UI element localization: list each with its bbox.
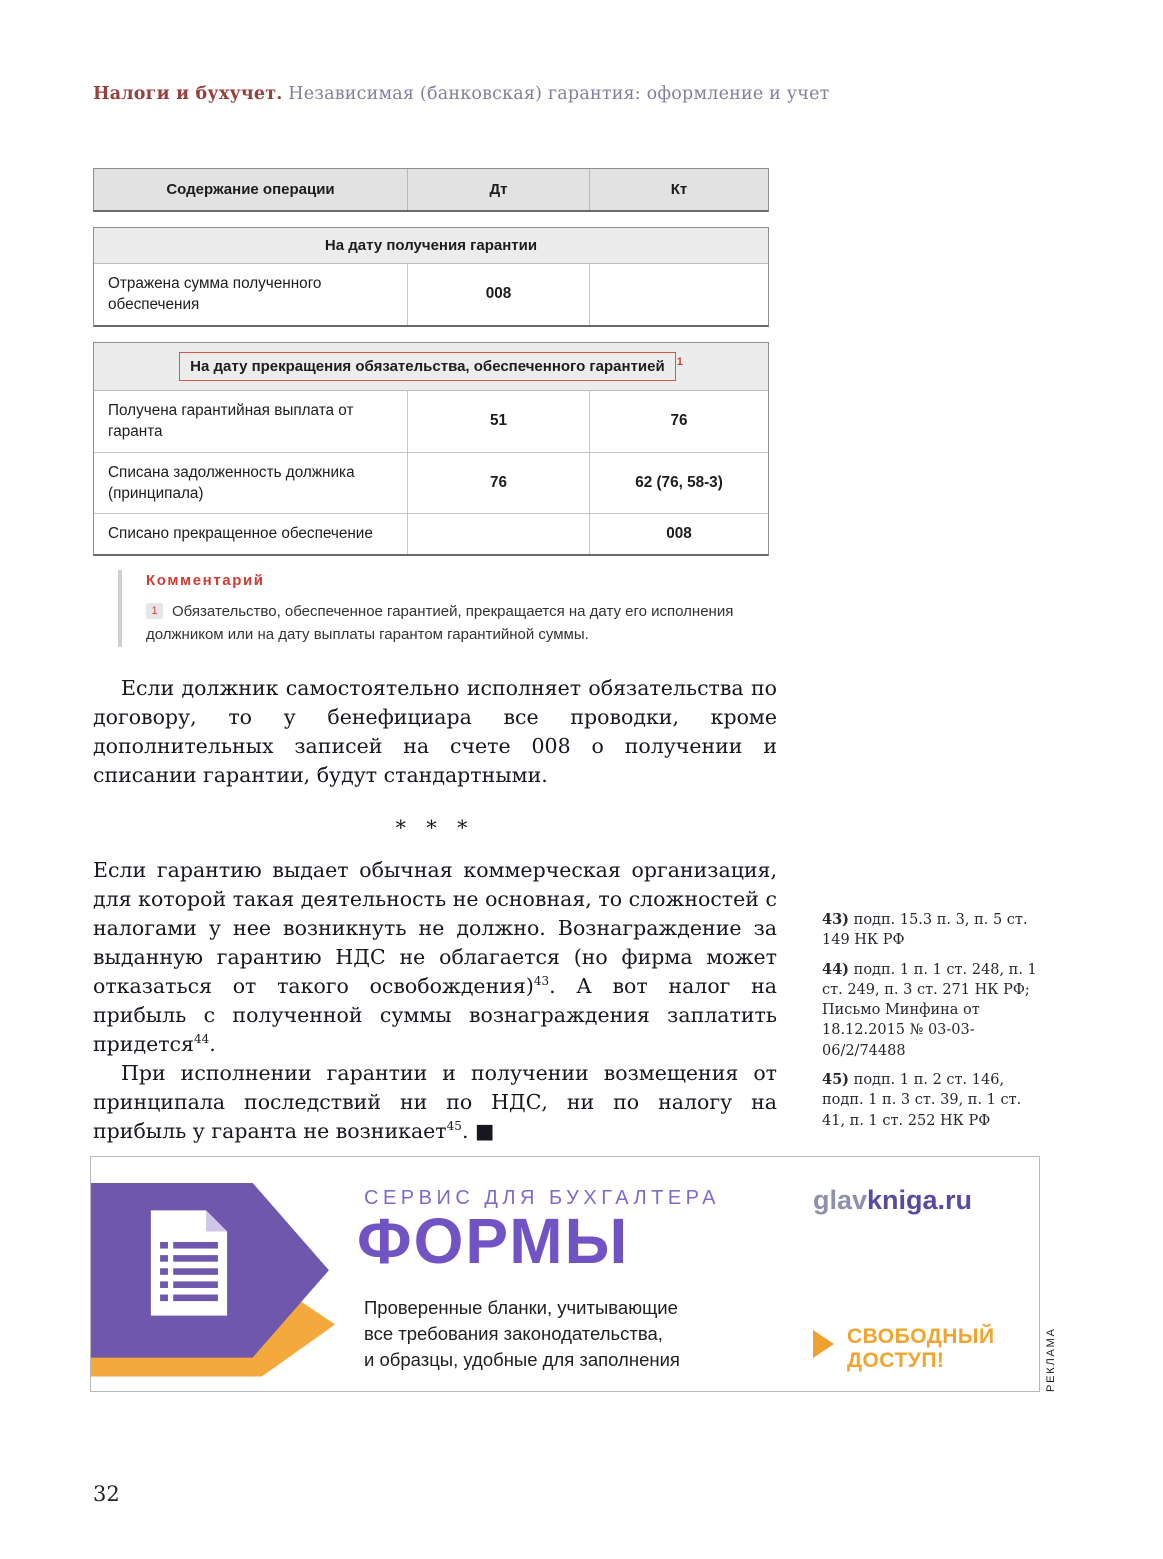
ad-description-line: все требования законодательства, bbox=[364, 1323, 663, 1344]
row-debit: 76 bbox=[407, 453, 589, 514]
access-line: ДОСТУП! bbox=[847, 1349, 945, 1373]
row-debit: 51 bbox=[407, 391, 589, 452]
postings-table bbox=[93, 168, 769, 556]
table-section-receipt bbox=[93, 227, 769, 327]
table-section-termination bbox=[93, 342, 769, 556]
ad-graphic bbox=[91, 1157, 396, 1392]
purple-arrow-shape bbox=[91, 1157, 396, 1392]
footnote-44 bbox=[822, 960, 1048, 1061]
logo-part-kniga: kniga.ru bbox=[867, 1185, 973, 1215]
footnote-text: подп. 1 п. 2 ст. 146, подп. 1 п. 3 ст. 39, п. 1 ст. 41, п. 1 ст. 252 НК РФ bbox=[822, 1072, 1022, 1129]
row-debit bbox=[407, 514, 589, 553]
ad-title: ФОРМЫ bbox=[357, 1205, 630, 1277]
comment-footnote-text: Обязательство, обеспеченное гарантией, прекращается на дату его исполнения должником или на дату выплаты гарантом гарантийной суммы. bbox=[146, 603, 734, 644]
section-title-receipt: На дату получения гарантии bbox=[94, 228, 768, 264]
ad-tagline: СЕРВИС ДЛЯ БУХГАЛТЕРА bbox=[364, 1187, 721, 1209]
paragraph-guarantor bbox=[93, 1059, 777, 1146]
footnote-text: подп. 1 п. 1 ст. 248, п. 1 ст. 249, п. 3 ст. 271 НК РФ; Письмо Минфина от 18.12.2015 № 03-03-06/2/74488 bbox=[822, 961, 1037, 1059]
paragraph-text: . bbox=[209, 1032, 216, 1056]
comment-block bbox=[118, 570, 770, 647]
footnote-ref-44: 44 bbox=[193, 1032, 210, 1047]
col-header-operation: Содержание операции bbox=[166, 181, 335, 198]
row-debit: 008 bbox=[407, 264, 589, 325]
paragraph-beneficiary: Если должник самостоятельно исполняет обязательства по договору, то у бенефициара все проводки, кроме дополнительных записей на счете 008 о получении и списании гарантии, будут стандартными. bbox=[93, 676, 777, 787]
document-icon bbox=[143, 1207, 235, 1319]
row-credit bbox=[589, 264, 768, 325]
table-row bbox=[94, 264, 768, 325]
margin-footnotes bbox=[822, 910, 1048, 1140]
footnote-number: 45) bbox=[822, 1071, 850, 1089]
footnote-ref-45: 45 bbox=[446, 1119, 462, 1134]
table-header-row bbox=[93, 168, 769, 212]
footnote-43 bbox=[822, 910, 1048, 951]
footnote-45 bbox=[822, 1070, 1048, 1131]
paragraph-text: . А вот налог на прибыль с полученной суммы вознаграждения заплатить придется bbox=[93, 974, 777, 1056]
ad-banner-forms[interactable] bbox=[90, 1156, 1040, 1392]
advertisement-vertical-label: РЕКЛАМА bbox=[1045, 1327, 1057, 1392]
comment-heading: Комментарий bbox=[146, 572, 265, 589]
row-credit: 62 (76, 58-3) bbox=[589, 453, 768, 514]
logo-part-glav: glav bbox=[813, 1185, 868, 1215]
article-title: Независимая (банковская) гарантия: оформление и учет bbox=[282, 84, 830, 104]
footnote-marker-1: 1 bbox=[146, 603, 163, 619]
row-label: Списана задолженность должника (принципала) bbox=[108, 463, 355, 503]
row-label: Списано прекращенное обеспечение bbox=[108, 525, 373, 543]
footnote-number: 43) bbox=[822, 911, 850, 928]
paragraph-text: Если гарантию выдает обычная коммерческая организация, для которой такая деятельность не основная, то сложностей с налогами у нее возникнуть не должно. Вознаграждение за выданную гарантию НДС не облагается (но фирма может отказаться от такого освобождения) bbox=[93, 858, 777, 998]
row-credit: 76 bbox=[589, 391, 768, 452]
paragraph-text: . ■ bbox=[461, 1119, 495, 1143]
ad-description bbox=[364, 1295, 680, 1373]
paragraph-text: При исполнении гарантии и получении возмещения от принципала последствий ни по НДС, ни по налогу на прибыль у гаранта не возникает bbox=[93, 1061, 777, 1143]
row-credit: 008 bbox=[589, 514, 768, 553]
table-row bbox=[94, 391, 768, 453]
access-line: СВОБОДНЫЙ bbox=[847, 1325, 995, 1348]
col-header-credit: Кт bbox=[589, 169, 768, 210]
ad-description-line: Проверенные бланки, учитывающие bbox=[364, 1297, 678, 1318]
play-arrow-icon bbox=[813, 1330, 834, 1358]
row-label: Получена гарантийная выплата от гаранта bbox=[108, 401, 354, 441]
table-row bbox=[94, 453, 768, 515]
footnote-text: подп. 15.3 п. 3, п. 5 ст. 149 НК РФ bbox=[822, 912, 1028, 949]
col-header-debit: Дт bbox=[407, 169, 589, 210]
row-label: Отражена сумма полученного обеспечения bbox=[108, 275, 322, 314]
page-number: 32 bbox=[93, 1482, 120, 1506]
table-row bbox=[94, 514, 768, 553]
highlighted-section-title: На дату прекращения обязательства, обеспеченного гарантией bbox=[179, 352, 676, 381]
article-body bbox=[93, 674, 777, 1146]
footnote-number: 44) bbox=[822, 960, 850, 978]
free-access-text bbox=[847, 1325, 995, 1373]
glavkniga-logo[interactable] bbox=[813, 1185, 972, 1216]
page-header bbox=[93, 84, 830, 104]
footnote-ref-1: 1 bbox=[676, 355, 683, 368]
comment-text bbox=[146, 600, 746, 647]
paragraph-taxes bbox=[93, 856, 777, 1059]
footnote-ref-43: 43 bbox=[533, 974, 550, 989]
rubric-title: Налоги и бухучет. bbox=[93, 84, 283, 104]
section-separator: * * * bbox=[395, 816, 475, 840]
free-access-badge bbox=[813, 1325, 995, 1373]
section-title-termination bbox=[94, 343, 768, 391]
ad-description-line: и образцы, удобные для заполнения bbox=[364, 1349, 680, 1370]
